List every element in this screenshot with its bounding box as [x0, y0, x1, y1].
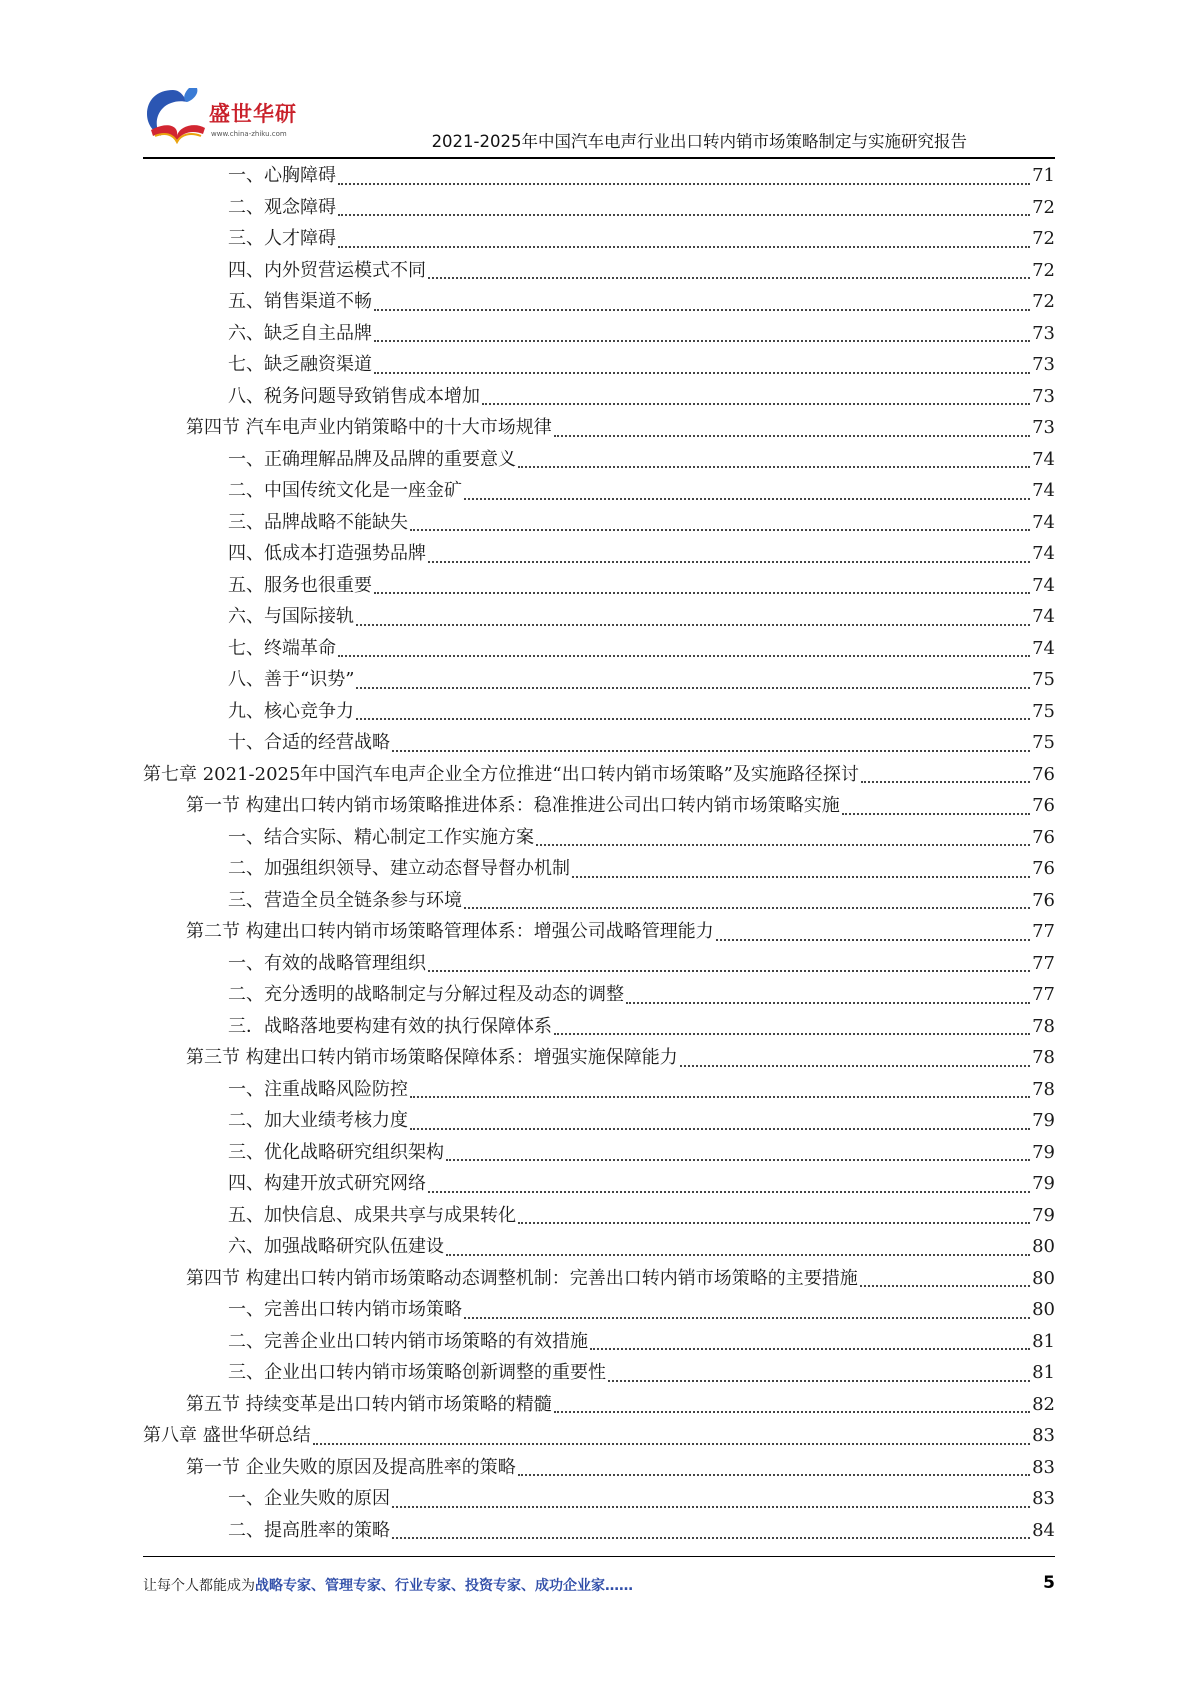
- toc-entry-page: 79: [1032, 1110, 1055, 1131]
- toc-entry[interactable]: [143, 1105, 1055, 1137]
- toc-leader-dots: [374, 591, 1030, 594]
- toc-entry-page: 78: [1032, 1078, 1055, 1100]
- toc-entry-page: 77: [1032, 952, 1055, 974]
- toc-entry-page: 72: [1032, 196, 1055, 218]
- logo-book-icon: [143, 84, 209, 144]
- toc-entry[interactable]: [143, 381, 1055, 413]
- toc-entry[interactable]: [143, 1294, 1055, 1326]
- toc-entry[interactable]: [143, 727, 1055, 759]
- toc-entry-page: 74: [1032, 448, 1055, 470]
- toc-leader-dots: [860, 1284, 1030, 1287]
- toc-leader-dots: [313, 1442, 1030, 1445]
- toc-entry-label: 五、服务也很重要: [228, 574, 372, 596]
- toc-entry[interactable]: [143, 822, 1055, 854]
- toc-entry-label: 二、充分透明的战略制定与分解过程及动态的调整: [228, 984, 624, 1005]
- toc-leader-dots: [861, 780, 1030, 783]
- toc-entry[interactable]: [143, 444, 1055, 476]
- toc-entry-label: 四、低成本打造强势品牌: [228, 543, 426, 564]
- toc-entry-label: 六、缺乏自主品牌: [228, 322, 372, 344]
- toc-entry-page: 74: [1032, 480, 1055, 501]
- toc-leader-dots: [356, 717, 1030, 720]
- toc-leader-dots: [554, 1032, 1030, 1035]
- toc-entry-label: 八、税务问题导致销售成本增加: [228, 385, 480, 407]
- company-logo: [143, 82, 313, 152]
- toc-entry-label: 六、加强战略研究队伍建设: [228, 1236, 444, 1257]
- toc-entry-label: 第四节 构建出口转内销市场策略动态调整机制：完善出口转内销市场策略的主要措施: [186, 1267, 858, 1289]
- toc-entry[interactable]: [143, 1074, 1055, 1106]
- toc-leader-dots: [338, 182, 1030, 185]
- toc-leader-dots: [410, 1095, 1030, 1098]
- toc-leader-dots: [464, 906, 1030, 909]
- toc-entry-label: 一、完善出口转内销市场策略: [228, 1299, 462, 1320]
- toc-entry[interactable]: [143, 948, 1055, 980]
- page-number: 5: [1043, 1573, 1055, 1593]
- toc-leader-dots: [338, 654, 1030, 657]
- toc-entry-label: 第七章 2021-2025年中国汽车电声企业全方位推进“出口转内销市场策略”及实施路径探讨: [143, 763, 859, 785]
- toc-entry-page: 75: [1032, 700, 1055, 722]
- toc-entry[interactable]: [143, 286, 1055, 318]
- toc-entry[interactable]: [143, 192, 1055, 224]
- toc-entry-page: 78: [1032, 1015, 1055, 1037]
- toc-entry-label: 四、内外贸营运模式不同: [228, 259, 426, 281]
- toc-leader-dots: [464, 1316, 1030, 1319]
- toc-entry-label: 二、提高胜率的策略: [228, 1519, 390, 1541]
- toc-leader-dots: [680, 1064, 1030, 1067]
- toc-entry[interactable]: [143, 1011, 1055, 1043]
- toc-entry-label: 三、优化战略研究组织架构: [228, 1141, 444, 1163]
- toc-entry-label: 七、终端革命: [228, 637, 336, 659]
- toc-leader-dots: [626, 1001, 1030, 1004]
- toc-entry-page: 81: [1032, 1330, 1055, 1352]
- toc-entry-page: 74: [1032, 543, 1055, 564]
- toc-entry[interactable]: [143, 759, 1055, 791]
- toc-leader-dots: [374, 308, 1030, 311]
- toc-leader-dots: [446, 1253, 1030, 1256]
- toc-entry-page: 76: [1032, 763, 1055, 785]
- toc-entry-page: 72: [1032, 259, 1055, 281]
- toc-leader-dots: [590, 1347, 1030, 1350]
- toc-entry-page: 73: [1032, 322, 1055, 344]
- toc-entry-label: 八、善于“识势”: [228, 669, 355, 690]
- toc-entry-page: 74: [1032, 511, 1055, 533]
- toc-entry[interactable]: [143, 1515, 1055, 1547]
- toc-entry-label: 二、中国传统文化是一座金矿: [228, 480, 462, 501]
- toc-entry[interactable]: [143, 318, 1055, 350]
- toc-entry[interactable]: [143, 1200, 1055, 1232]
- toc-entry-label: 第二节 构建出口转内销市场策略管理体系：增强公司战略管理能力: [186, 921, 714, 942]
- toc-entry[interactable]: [143, 664, 1055, 696]
- toc-entry-label: 二、完善企业出口转内销市场策略的有效措施: [228, 1330, 588, 1352]
- toc-entry-label: 第一节 构建出口转内销市场策略推进体系：稳准推进公司出口转内销市场策略实施: [186, 795, 840, 816]
- toc-entry[interactable]: [143, 1420, 1055, 1452]
- toc-leader-dots: [428, 1190, 1030, 1193]
- toc-entry-page: 76: [1032, 795, 1055, 816]
- toc-entry-page: 73: [1032, 354, 1055, 375]
- toc-entry-label: 五、加快信息、成果共享与成果转化: [228, 1204, 516, 1226]
- toc-entry-label: 一、心胸障碍: [228, 165, 336, 186]
- toc-leader-dots: [608, 1379, 1030, 1382]
- toc-entry[interactable]: [143, 475, 1055, 507]
- toc-entry-page: 77: [1032, 984, 1055, 1005]
- toc-entry-label: 六、与国际接轨: [228, 606, 354, 627]
- toc-entry[interactable]: [143, 633, 1055, 665]
- toc-entry-page: 80: [1032, 1299, 1055, 1320]
- toc-entry-label: 三、企业出口转内销市场策略创新调整的重要性: [228, 1362, 606, 1383]
- toc-entry[interactable]: [143, 1389, 1055, 1421]
- toc-leader-dots: [554, 1410, 1030, 1413]
- toc-entry-label: 一、有效的战略管理组织: [228, 952, 426, 974]
- toc-leader-dots: [356, 623, 1030, 626]
- toc-leader-dots: [428, 560, 1030, 563]
- toc-entry-label: 三、人才障碍: [228, 228, 336, 249]
- toc-entry-label: 二、加大业绩考核力度: [228, 1110, 408, 1131]
- logo-url: www.china-zhiku.com: [211, 130, 287, 138]
- toc-entry-label: 七、缺乏融资渠道: [228, 354, 372, 375]
- toc-entry-label: 三、品牌战略不能缺失: [228, 511, 408, 533]
- toc-leader-dots: [392, 749, 1030, 752]
- page-header: [143, 82, 1055, 156]
- toc-leader-dots: [356, 686, 1030, 689]
- toc-entry-page: 72: [1032, 291, 1055, 312]
- toc-leader-dots: [716, 938, 1030, 941]
- toc-entry-page: 83: [1032, 1425, 1055, 1446]
- toc-entry[interactable]: [143, 1042, 1055, 1074]
- toc-entry-page: 79: [1032, 1204, 1055, 1226]
- toc-entry[interactable]: [143, 1357, 1055, 1389]
- toc-entry[interactable]: [143, 1168, 1055, 1200]
- toc-leader-dots: [536, 843, 1030, 846]
- toc-entry-label: 三．战略落地要构建有效的执行保障体系: [228, 1015, 552, 1037]
- toc-leader-dots: [572, 875, 1030, 878]
- toc-entry-page: 81: [1032, 1362, 1055, 1383]
- toc-leader-dots: [518, 465, 1030, 468]
- toc-entry-page: 72: [1032, 228, 1055, 249]
- toc-entry[interactable]: [143, 979, 1055, 1011]
- toc-entry-page: 73: [1032, 385, 1055, 407]
- toc-leader-dots: [482, 402, 1030, 405]
- toc-entry[interactable]: [143, 885, 1055, 917]
- toc-entry[interactable]: [143, 412, 1055, 444]
- toc-entry-page: 78: [1032, 1047, 1055, 1068]
- toc-entry-page: 76: [1032, 889, 1055, 911]
- toc-entry-label: 第四节 汽车电声业内销策略中的十大市场规律: [186, 417, 552, 438]
- toc-leader-dots: [518, 1473, 1030, 1476]
- toc-entry-page: 75: [1032, 669, 1055, 690]
- toc-entry-label: 一、企业失败的原因: [228, 1488, 390, 1509]
- toc-entry-page: 82: [1032, 1393, 1055, 1415]
- toc-leader-dots: [374, 371, 1030, 374]
- toc-entry[interactable]: [143, 223, 1055, 255]
- toc-entry-label: 第五节 持续变革是出口转内销市场策略的精髓: [186, 1393, 552, 1415]
- toc-entry-page: 76: [1032, 858, 1055, 879]
- toc-entry-page: 73: [1032, 417, 1055, 438]
- toc-leader-dots: [446, 1158, 1030, 1161]
- logo-text: 盛世华研: [209, 102, 297, 126]
- toc-entry-page: 84: [1032, 1519, 1055, 1541]
- toc-entry-page: 83: [1032, 1488, 1055, 1509]
- toc-entry-label: 一、结合实际、精心制定工作实施方案: [228, 826, 534, 848]
- toc-entry[interactable]: [143, 1231, 1055, 1263]
- footer-divider: [143, 1556, 1055, 1557]
- toc-entry[interactable]: [143, 916, 1055, 948]
- toc-entry-page: 76: [1032, 826, 1055, 848]
- toc-entry[interactable]: [143, 255, 1055, 287]
- toc-entry[interactable]: [143, 1326, 1055, 1358]
- toc-entry-page: 74: [1032, 637, 1055, 659]
- footer-slogan-emphasis: 战略专家、管理专家、行业专家、投资专家、成功企业家……: [255, 1578, 633, 1594]
- toc-leader-dots: [392, 1505, 1030, 1508]
- page-footer: [143, 1575, 1055, 1599]
- toc-entry[interactable]: [143, 507, 1055, 539]
- toc-entry-page: 80: [1032, 1267, 1055, 1289]
- toc-entry-page: 74: [1032, 574, 1055, 596]
- toc-entry[interactable]: [143, 1137, 1055, 1169]
- toc-leader-dots: [428, 969, 1030, 972]
- toc-entry[interactable]: [143, 570, 1055, 602]
- header-divider: [143, 157, 1055, 159]
- table-of-contents: [143, 160, 1055, 1546]
- toc-entry-page: 83: [1032, 1456, 1055, 1478]
- report-title: 2021-2025年中国汽车电声行业出口转内销市场策略制定与实施研究报告: [431, 132, 967, 151]
- toc-entry-label: 四、构建开放式研究网络: [228, 1173, 426, 1194]
- toc-entry-page: 75: [1032, 732, 1055, 753]
- toc-entry-page: 79: [1032, 1141, 1055, 1163]
- toc-entry-page: 74: [1032, 606, 1055, 627]
- toc-leader-dots: [518, 1221, 1030, 1224]
- toc-entry[interactable]: [143, 696, 1055, 728]
- toc-leader-dots: [554, 434, 1030, 437]
- toc-entry[interactable]: [143, 1483, 1055, 1515]
- toc-entry-page: 71: [1032, 165, 1055, 186]
- toc-entry[interactable]: [143, 349, 1055, 381]
- toc-leader-dots: [374, 339, 1030, 342]
- toc-entry-label: 五、销售渠道不畅: [228, 291, 372, 312]
- toc-entry[interactable]: [143, 790, 1055, 822]
- toc-entry-page: 80: [1032, 1236, 1055, 1257]
- toc-entry[interactable]: [143, 1263, 1055, 1295]
- toc-leader-dots: [392, 1536, 1030, 1539]
- toc-entry[interactable]: [143, 538, 1055, 570]
- toc-entry-label: 第三节 构建出口转内销市场策略保障体系：增强实施保障能力: [186, 1047, 678, 1068]
- toc-entry-label: 第八章 盛世华研总结: [143, 1425, 311, 1446]
- toc-leader-dots: [428, 276, 1030, 279]
- toc-entry[interactable]: [143, 1452, 1055, 1484]
- toc-entry-label: 十、合适的经营战略: [228, 732, 390, 753]
- toc-leader-dots: [410, 1127, 1030, 1130]
- toc-leader-dots: [338, 213, 1030, 216]
- toc-entry-page: 77: [1032, 921, 1055, 942]
- toc-leader-dots: [338, 245, 1030, 248]
- toc-entry-label: 一、注重战略风险防控: [228, 1078, 408, 1100]
- toc-entry-label: 第一节 企业失败的原因及提高胜率的策略: [186, 1456, 516, 1478]
- toc-leader-dots: [464, 497, 1030, 500]
- toc-entry-label: 一、正确理解品牌及品牌的重要意义: [228, 448, 516, 470]
- footer-slogan-lead: 让每个人都能成为: [143, 1578, 255, 1594]
- toc-entry-label: 三、营造全员全链条参与环境: [228, 889, 462, 911]
- toc-entry-label: 九、核心竞争力: [228, 700, 354, 722]
- toc-leader-dots: [410, 528, 1030, 531]
- toc-entry[interactable]: [143, 853, 1055, 885]
- toc-leader-dots: [842, 812, 1030, 815]
- toc-entry-label: 二、加强组织领导、建立动态督导督办机制: [228, 858, 570, 879]
- toc-entry[interactable]: [143, 160, 1055, 192]
- toc-entry-page: 79: [1032, 1173, 1055, 1194]
- toc-entry-label: 二、观念障碍: [228, 196, 336, 218]
- toc-entry[interactable]: [143, 601, 1055, 633]
